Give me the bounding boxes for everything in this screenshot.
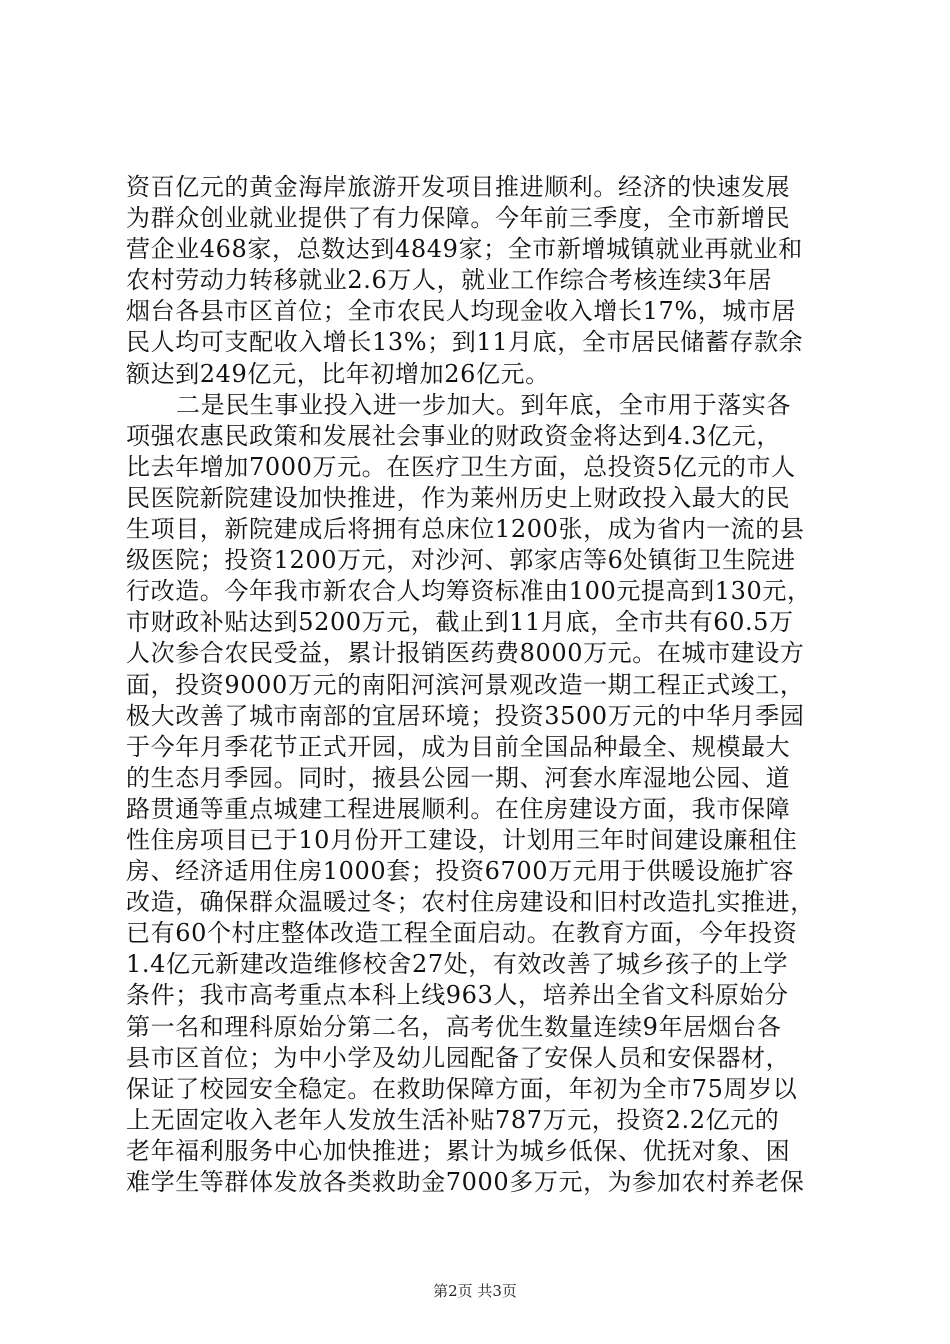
- text-line: 房、经济适用住房1000套；投资6700万元用于供暖设施扩容: [126, 857, 795, 886]
- text-line: 烟台各县市区首位；全市农民人均现金收入增长17%，城市居: [126, 297, 797, 326]
- text-line: 极大改善了城市南部的宜居环境；投资3500万元的中华月季园: [126, 701, 805, 730]
- text-line: 项强农惠民政策和发展社会事业的财政资金将达到4.3亿元，: [126, 421, 781, 450]
- text-line: 比去年增加7000万元。在医疗卫生方面，总投资5亿元的市人: [126, 452, 796, 481]
- text-line: 资百亿元的黄金海岸旅游开发项目推进顺利。经济的快速发展: [126, 173, 791, 201]
- text-line: 保证了校园安全稳定。在救助保障方面，年初为全市75周岁以: [126, 1074, 798, 1103]
- text-line: 市财政补贴达到5200万元，截止到11月底，全市共有60.5万: [126, 608, 794, 637]
- text-line: 县市区首位；为中小学及幼儿园配备了安保人员和安保器材，: [126, 1043, 791, 1072]
- text-line: 为群众创业就业提供了有力保障。今年前三季度，全市新增民: [126, 204, 791, 233]
- text-line: 条件；我市高考重点本科上线963人，培养出全省文科原始分: [126, 981, 789, 1010]
- text-line: 额达到249亿元，比年初增加26亿元。: [126, 359, 550, 388]
- text-line: 民人均可支配收入增长13%；到11月底，全市居民储蓄存款余: [126, 328, 804, 357]
- text-line: 农村劳动力转移就业2.6万人，就业工作综合考核连续3年居: [126, 266, 773, 295]
- text-line: 级医院；投资1200万元，对沙河、郭家店等6处镇街卫生院进: [126, 546, 796, 575]
- text-line: 面，投资9000万元的南阳河滨河景观改造一期工程正式竣工，: [126, 670, 805, 699]
- text-line: 于今年月季花节正式开园，成为目前全国品种最全、规模最大: [126, 732, 791, 761]
- text-line: 已有60个村庄整体改造工程全面启动。在教育方面，今年投资: [126, 919, 798, 948]
- page-footer: 第2页 共3页: [433, 1282, 517, 1300]
- text-line: 的生态月季园。同时，掖县公园一期、河套水库湿地公园、道: [126, 763, 791, 792]
- text-line: 人次参合农民受益，累计报销医药费8000万元。在城市建设方: [126, 639, 805, 668]
- text-line: 第一名和理科原始分第二名，高考优生数量连续9年居烟台各: [126, 1012, 782, 1041]
- text-line: 上无固定收入老年人发放生活补贴787万元，投资2.2亿元的: [126, 1105, 780, 1134]
- text-line: 生项目，新院建成后将拥有总床位1200张，成为省内一流的县: [126, 515, 805, 544]
- text-line: 性住房项目已于10月份开工建设，计划用三年时间建设廉租住: [126, 825, 798, 854]
- text-line: 老年福利服务中心加快推进；累计为城乡低保、优抚对象、困: [126, 1136, 791, 1165]
- body-text: [126, 172, 836, 1198]
- text-line: 改造，确保群众温暖过冬；农村住房建设和旧村改造扎实推进，: [126, 888, 815, 917]
- text-line: 难学生等群体发放各类救助金7000多万元，为参加农村养老保: [126, 1168, 805, 1196]
- paragraph-first-line: 二是民生事业投入进一步加大。到年底，全市用于落实各: [176, 390, 791, 419]
- text-line: 行改造。今年我市新农合人均筹资标准由100元提高到130元，: [126, 577, 812, 606]
- text-line: 1.4亿元新建改造维修校舍27处，有效改善了城乡孩子的上学: [126, 950, 789, 979]
- text-line: 路贯通等重点城建工程进展顺利。在住房建设方面，我市保障: [126, 794, 791, 823]
- text-line: 民医院新院建设加快推进，作为莱州历史上财政投入最大的民: [126, 483, 791, 512]
- text-line: 营企业468家，总数达到4849家；全市新增城镇就业再就业和: [126, 235, 803, 264]
